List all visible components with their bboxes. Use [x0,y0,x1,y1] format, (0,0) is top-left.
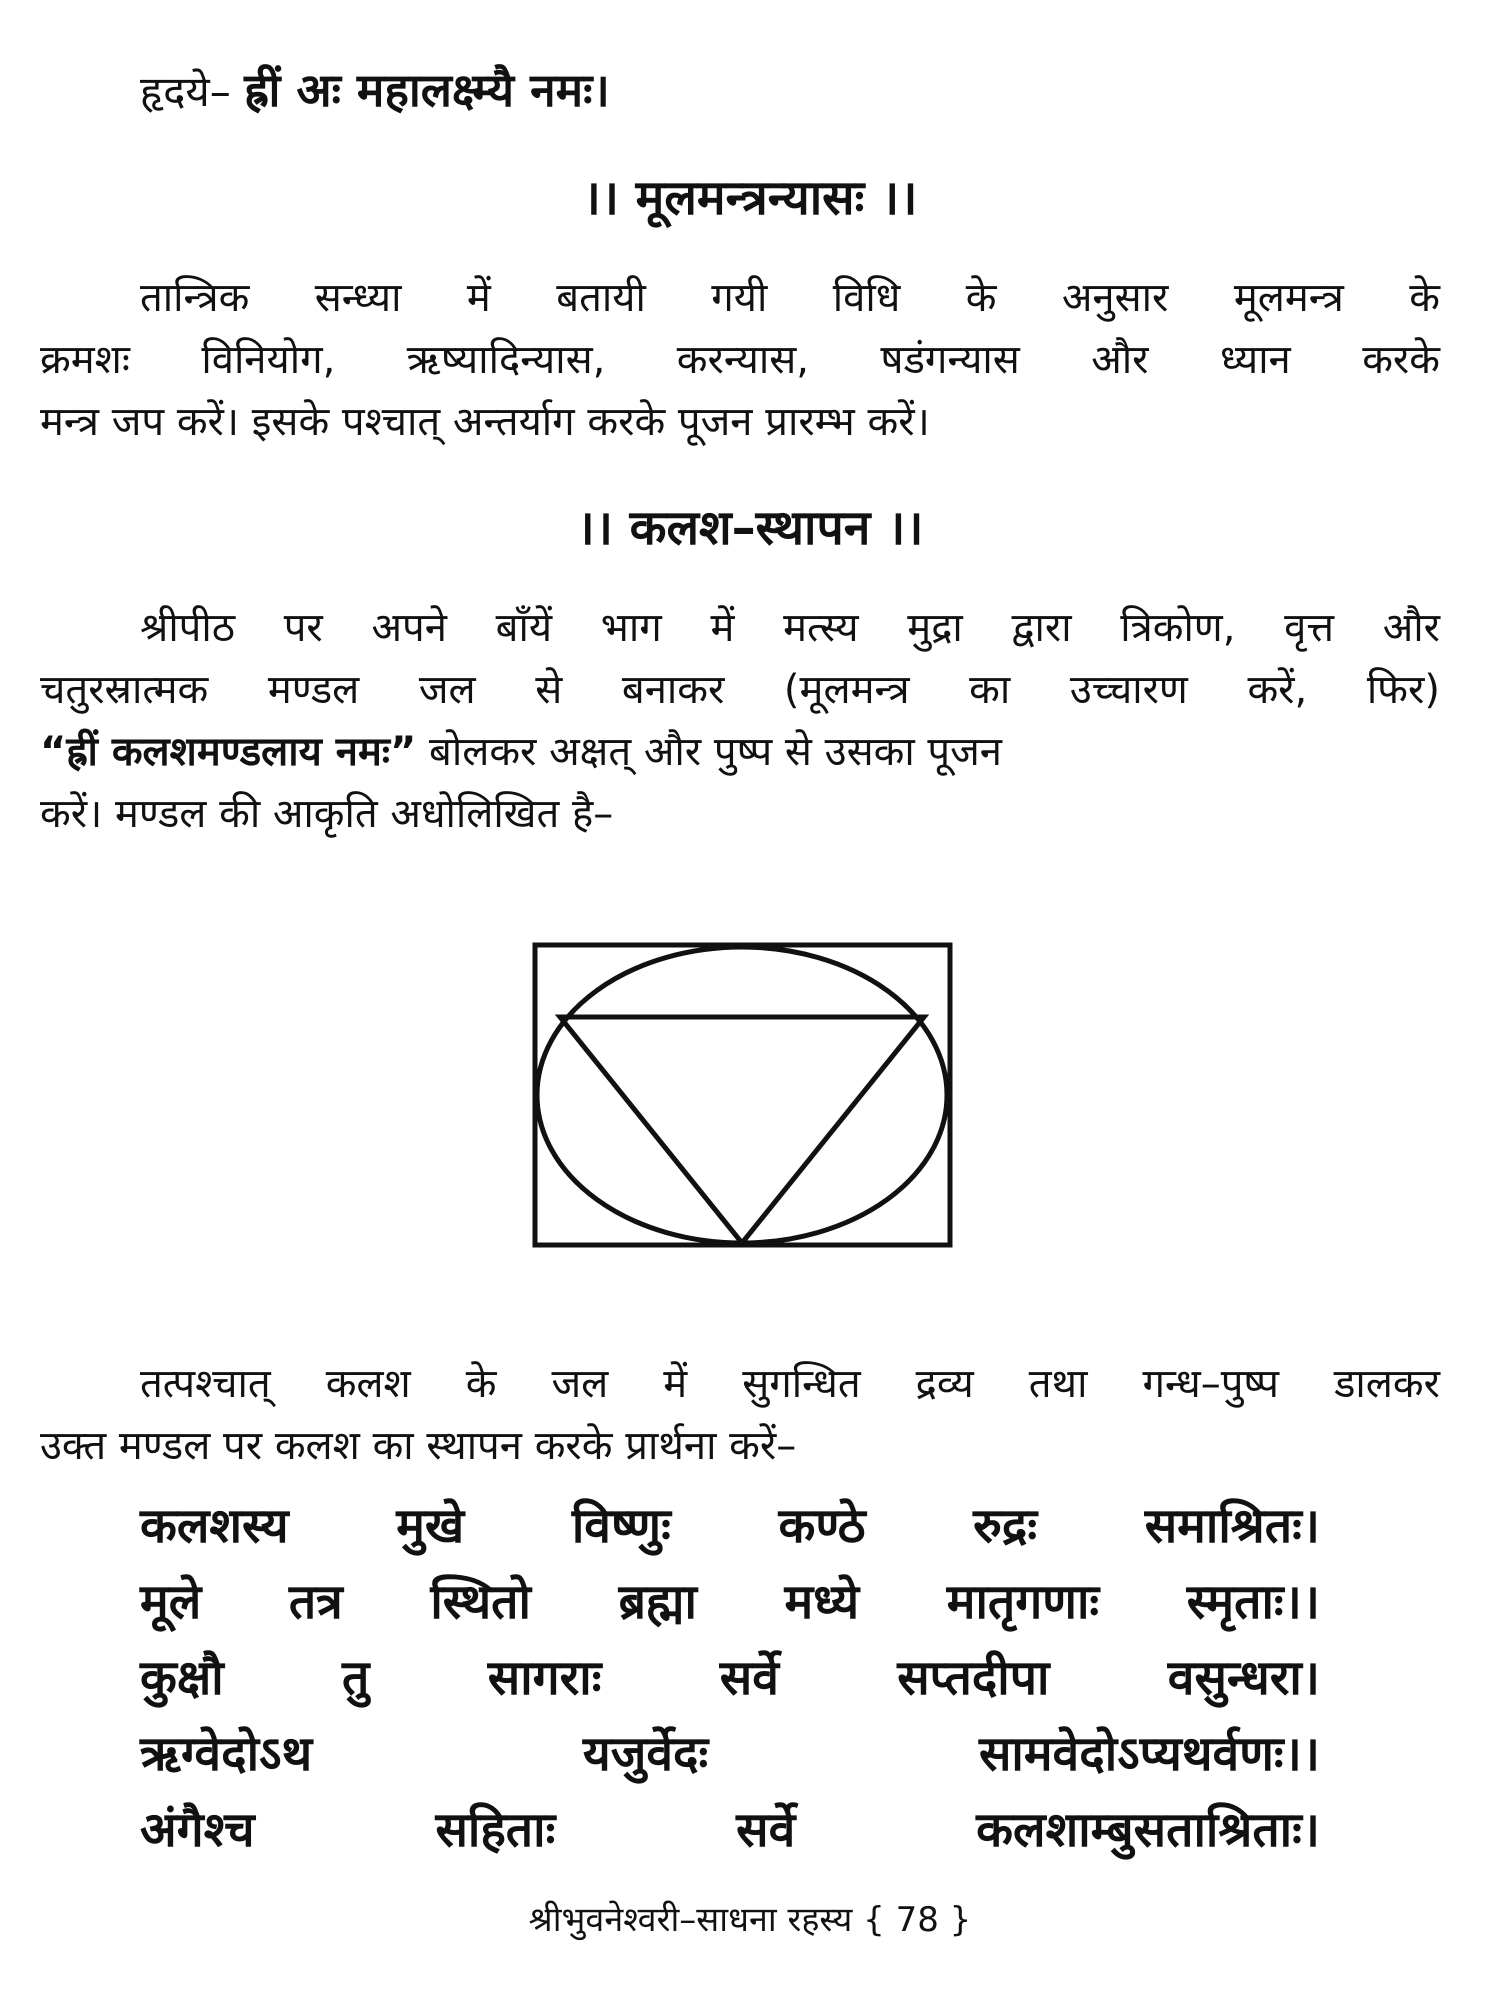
verse-line-3: कुक्षौ तु सागराः सर्वे सप्तदीपा वसुन्धरा। [140,1650,1320,1706]
para1-line1: तान्त्रिक सन्ध्या में बतायी गयी विधि के अनुसार मूलमन्त्र के [140,275,1440,321]
verse-line-4: ऋग्वेदोऽथ यजुर्वेदः सामवेदोऽप्यथर्वणः।। [140,1726,1320,1782]
verse-line-5: अंगैश्च सहिताः सर्वे कलशाम्बुसताश्रिताः। [140,1802,1320,1858]
page-footer: श्रीभुवनेश्वरी–साधना रहस्य { 78 } [528,1900,972,1940]
para2-line2: चतुरस्रात्मक मण्डल जल से बनाकर (मूलमन्त्र का उच्चारण करें, फिर) [40,667,1440,713]
kalash-mandala-mantra: “ह्रीं कलशमण्डलाय नमः” [40,729,417,775]
hridaye-label: हृदये– [140,67,231,116]
para2-line3-rest: बोलकर अक्षत् और पुष्प से उसका पूजन [429,729,1003,775]
circle-outline [537,947,947,1243]
heading-kalash-sthapan: ।। कलश–स्थापन ।। [576,500,924,556]
para3-line2: उक्त मण्डल पर कलश का स्थापन करके प्रार्थना करें– [40,1423,797,1469]
heading-mulamantranyasa: ।। मूलमन्त्रन्यासः ।। [582,170,918,226]
para2-line1: श्रीपीठ पर अपने बाँयें भाग में मत्स्य मुद्रा द्वारा त्रिकोण, वृत्त और [140,605,1440,651]
para1-line3: मन्त्र जप करें। इसके पश्चात् अन्तर्याग करके पूजन प्रारम्भ करें। [40,399,930,445]
para1-line2: क्रमशः विनियोग, ऋष्यादिन्यास, करन्यास, षडंगन्यास और ध्यान करके [40,337,1440,383]
para3-line1: तत्पश्चात् कलश के जल में सुगन्धित द्रव्य तथा गन्ध–पुष्प डालकर [140,1361,1440,1407]
para2-line3 [40,724,1440,780]
hridaye-line [140,62,1500,120]
verse-line-1: कलशस्य मुखे विष्णुः कण्ठे रुद्रः समाश्रितः। [140,1498,1320,1554]
para2-line4: करें। मण्डल की आकृति अधोलिखित है– [40,791,614,837]
verse-line-2: मूले तत्र स्थितो ब्रह्मा मध्ये मातृगणाः स्मृताः।। [140,1574,1320,1630]
hridaye-mantra: ह्रीं अः महालक्ष्म्यै नमः। [244,63,610,117]
mandala-diagram [530,940,960,1260]
